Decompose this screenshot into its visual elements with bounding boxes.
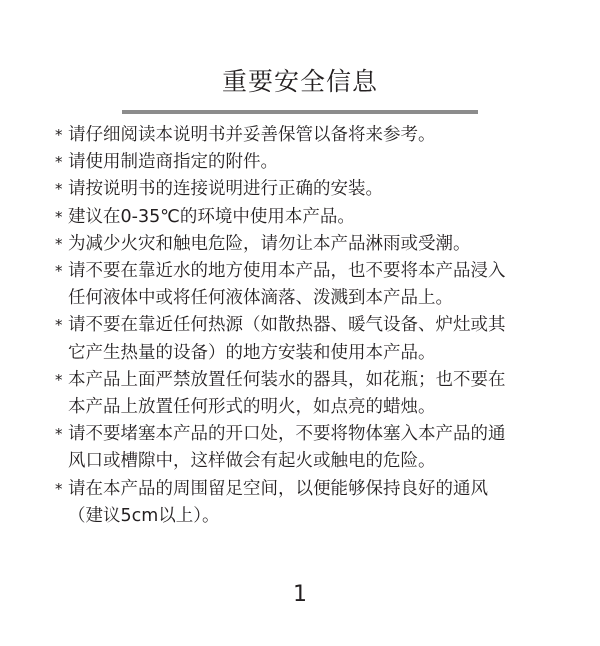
safety-item [55, 176, 550, 203]
bullet-icon: * [55, 479, 63, 498]
safety-item-text: 本产品上面严禁放置任何装水的器具，如花瓶；也不要在 本产品上放置任何形式的明火，如点亮的蜡烛。 [68, 369, 506, 418]
safety-item [55, 367, 550, 421]
safety-item [55, 204, 550, 231]
safety-item-text: 请按说明书的连接说明进行正确的安装。 [68, 179, 383, 200]
bullet-icon: * [55, 262, 63, 281]
bullet-icon: * [55, 207, 63, 226]
safety-item [55, 312, 550, 366]
safety-item [55, 122, 550, 149]
safety-item-text: 建议在0-35℃的环境中使用本产品。 [68, 206, 355, 227]
safety-item [55, 149, 550, 176]
safety-list [55, 122, 550, 530]
bullet-icon: * [55, 425, 63, 444]
safety-item-text: 请不要在靠近任何热源（如散热器、暖气设备、炉灶或其 它产生热量的设备）的地方安装和使用本产品。 [68, 315, 506, 363]
safety-item [55, 476, 550, 530]
page-title: 重要安全信息 [221, 67, 378, 96]
safety-item-text: 请不要在靠近水的地方使用本产品，也不要将本产品浸入 任何液体中或将任何液体滴落、泼溅到本产品上。 [68, 261, 506, 309]
safety-item-text: 请不要堵塞本产品的开口处，不要将物体塞入本产品的通 风口或槽隙中，这样做会有起火或触电的危险。 [68, 424, 506, 472]
bullet-icon: * [55, 370, 63, 389]
safety-item-text: 请使用制造商指定的附件。 [68, 152, 278, 173]
safety-item [55, 231, 550, 258]
bullet-icon: * [55, 316, 63, 335]
title-divider [122, 110, 478, 114]
bullet-icon: * [55, 180, 63, 199]
bullet-icon: * [55, 126, 63, 144]
bullet-icon: * [55, 153, 63, 172]
safety-item-text: 请在本产品的周围留足空间，以便能够保持良好的通风 （建议5cm以上）。 [68, 478, 488, 526]
safety-item [55, 258, 550, 312]
safety-item [55, 421, 550, 475]
safety-item-text: 请仔细阅读本说明书并妥善保管以备将来参考。 [68, 125, 436, 145]
bullet-icon: * [55, 234, 63, 253]
safety-item-text: 为减少火灾和触电危险，请勿让本产品淋雨或受潮。 [68, 233, 471, 254]
page-number: 1 [293, 582, 307, 607]
